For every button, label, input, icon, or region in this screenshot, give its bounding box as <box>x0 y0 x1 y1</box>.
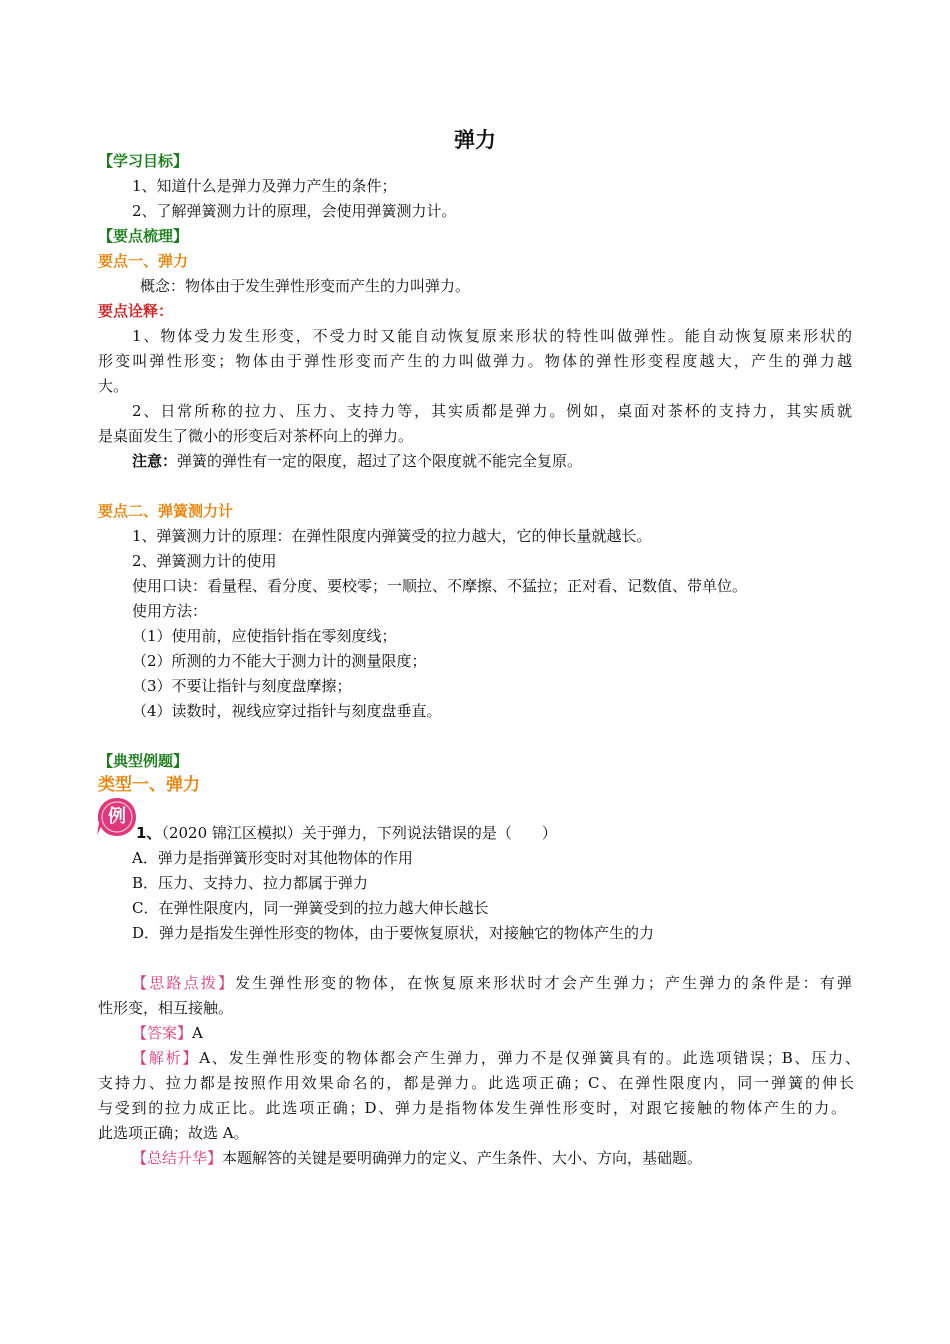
hint-line1 <box>132 971 852 996</box>
point2-line: 1、弹簧测力计的原理：在弹性限度内弹簧受的拉力越大，它的伸长量就越长。 <box>132 527 652 545</box>
answer-value: A <box>192 1024 203 1042</box>
point2-step: （4）读数时，视线应穿过指针与刻度盘垂直。 <box>132 702 442 720</box>
example-badge <box>96 796 138 838</box>
summary-label: 【总结升华】 <box>132 1149 223 1167</box>
point2-line: 使用口诀：看量程、看分度、要校零；一顺拉、不摩擦、不猛拉；正对看、记数值、带单位。 <box>132 577 748 595</box>
explain-text: A、发生弹性形变的物体都会产生弹力，弹力不是仅弹簧具有的。此选项错误；B、压力、 <box>199 1049 860 1067</box>
question-number: 1、 <box>136 824 162 842</box>
hint-line2: 性形变，相互接触。 <box>98 999 234 1017</box>
point1-note <box>132 449 582 474</box>
question-stem: （2020 锦江区模拟）关于弹力，下列说法错误的是（ ） <box>161 824 557 842</box>
explain-line3: 与受到的拉力成正比。此选项正确；D、弹力是指物体发生弹性形变时，对跟它接触的物体产生的力。 <box>98 1099 846 1117</box>
explain-label: 【解析】 <box>132 1049 200 1067</box>
point1-explain-title: 要点诠释： <box>98 302 174 320</box>
option-b: B．压力、支持力、拉力都属于弹力 <box>132 874 369 892</box>
goal-item: 1、知道什么是弹力及弹力产生的条件； <box>132 177 397 195</box>
explain-line2: 支持力、拉力都是按照作用效果命名的，都是弹力。此选项正确；C、在弹性限度内，同一弹簧的伸长 <box>98 1074 854 1092</box>
option-a: A．弹力是指弹簧形变时对其他物体的作用 <box>132 849 413 867</box>
note-text: 弹簧的弹性有一定的限度，超过了这个限度就不能完全复原。 <box>177 452 583 470</box>
point2-title: 要点二、弹簧测力计 <box>98 502 234 520</box>
point1-para1-line2: 形变叫弹性形变；物体由于弹性形变而产生的力叫做弹力。物体的弹性形变程度越大，产生的弹力越 <box>98 352 852 370</box>
point1-para2-line2: 是桌面发生了微小的形变后对茶杯向上的弹力。 <box>98 427 414 445</box>
option-c: C．在弹性限度内，同一弹簧受到的拉力越大伸长越长 <box>132 899 489 917</box>
hint-label: 【思路点拨】 <box>132 974 236 992</box>
examples-header: 【典型例题】 <box>98 752 189 770</box>
summary-text: 本题解答的关键是要明确弹力的定义、产生条件、大小、方向，基础题。 <box>222 1149 703 1167</box>
point2-step: （3）不要让指针与刻度盘摩擦； <box>132 677 352 695</box>
point2-line: 2、弹簧测力计的使用 <box>132 552 277 570</box>
explain-line1 <box>132 1046 860 1071</box>
summary-line <box>132 1146 702 1171</box>
point2-step: （2）所测的力不能大于测力计的测量限度； <box>132 652 427 670</box>
point1-para1-line3: 大。 <box>98 377 129 395</box>
goals-header: 【学习目标】 <box>98 152 189 170</box>
point2-step: （1）使用前，应使指针指在零刻度线； <box>132 627 397 645</box>
question-1 <box>136 821 557 846</box>
answer-label: 【答案】 <box>132 1024 193 1042</box>
points-header: 【要点梳理】 <box>98 227 189 245</box>
explain-line4: 此选项正确；故选 A。 <box>98 1124 249 1142</box>
hint-text: 发生弹性形变的物体，在恢复原来形状时才会产生弹力；产生弹力的条件是：有弹 <box>235 974 852 992</box>
example-badge-label: 例 <box>108 806 126 827</box>
point1-concept: 概念：物体由于发生弹性形变而产生的力叫弹力。 <box>140 277 471 295</box>
answer-line <box>132 1021 203 1046</box>
option-d: D．弹力是指发生弹性形变的物体，由于要恢复原状，对接触它的物体产生的力 <box>132 924 655 942</box>
note-label: 注意： <box>132 452 178 470</box>
type1-title: 类型一、弹力 <box>98 775 200 795</box>
point1-para1-line1: 1、物体受力发生形变，不受力时又能自动恢复原来形状的特性叫做弹性。能自动恢复原来形状的 <box>132 327 852 345</box>
goal-item: 2、了解弹簧测力计的原理，会使用弹簧测力计。 <box>132 202 457 220</box>
point1-para2-line1: 2、日常所称的拉力、压力、支持力等，其实质都是弹力。例如，桌面对茶杯的支持力，其实质就 <box>132 402 852 420</box>
point2-line: 使用方法： <box>132 602 208 620</box>
point1-title: 要点一、弹力 <box>98 252 189 270</box>
page-title: 弹力 <box>454 128 496 152</box>
